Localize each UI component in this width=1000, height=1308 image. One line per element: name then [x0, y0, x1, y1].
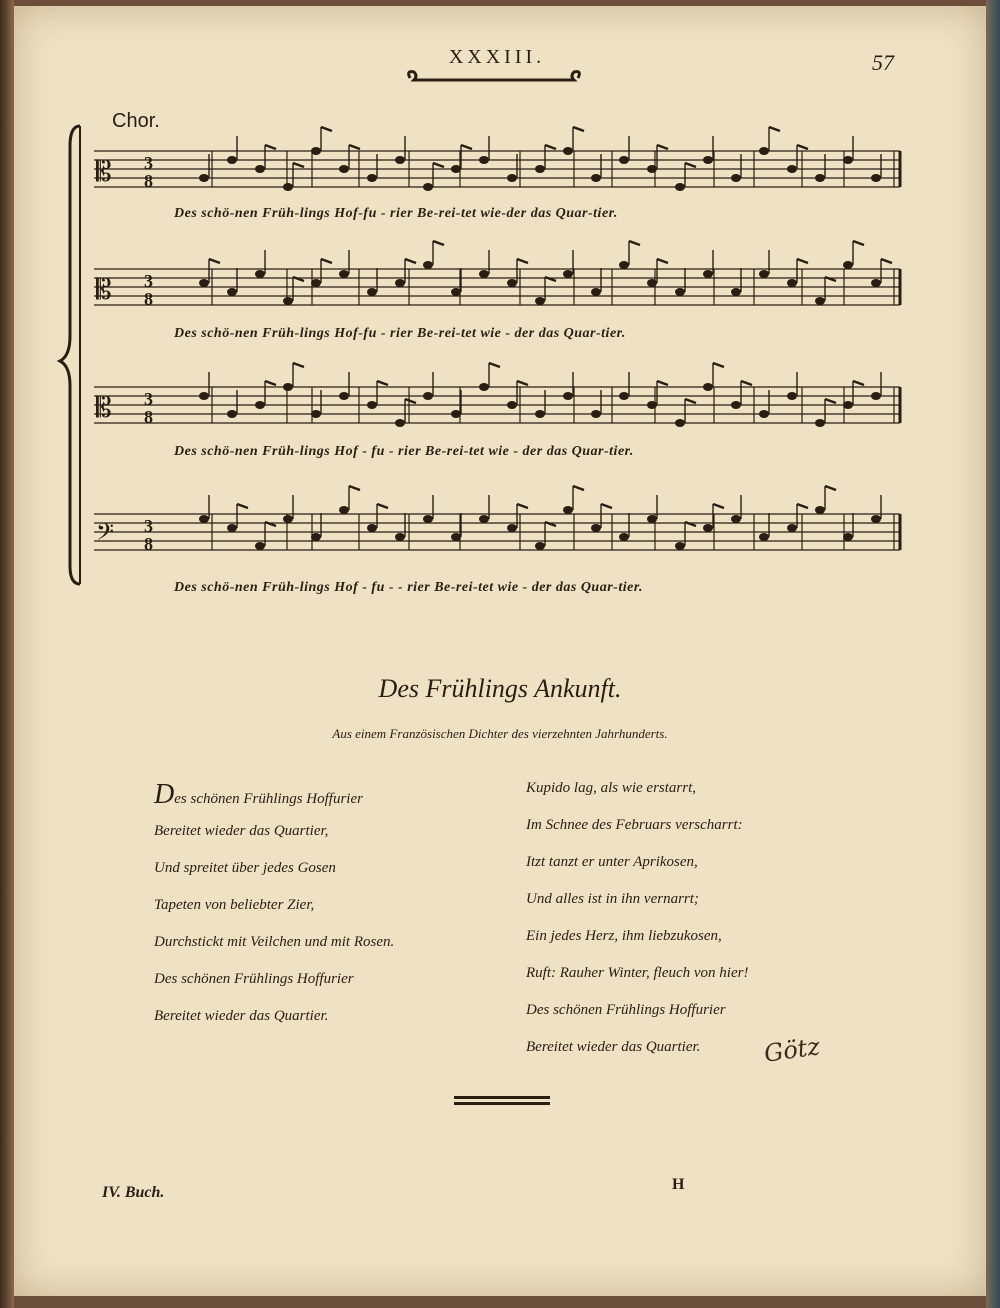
note-head: [283, 515, 293, 523]
note-head: [311, 410, 321, 418]
time-signature-bottom: 8: [144, 534, 153, 554]
poem-line: Kupido lag, als wie erstarrt,: [526, 780, 697, 796]
note-head: [787, 524, 797, 532]
poem-line: Des schönen Frühlings Hoffurier: [154, 779, 363, 810]
note-beam: [321, 259, 332, 263]
note-beam: [321, 127, 332, 131]
lyric-line-2: Des schö-nen Früh-lings Hof-fu - rier Be-rei-tet wie - der das Quar-tier.: [174, 326, 626, 341]
note-beam: [433, 241, 444, 245]
note-beam: [517, 504, 528, 508]
note-head: [871, 279, 881, 287]
note-head: [199, 174, 209, 182]
book-label: IV. Buch.: [102, 1184, 165, 1201]
note-head: [283, 383, 293, 391]
note-head: [367, 288, 377, 296]
note-head: [703, 156, 713, 164]
note-head: [591, 288, 601, 296]
note-head: [199, 392, 209, 400]
time-signature-top: 3: [144, 271, 153, 291]
note-head: [227, 524, 237, 532]
note-head: [759, 410, 769, 418]
poem-line: Des schönen Frühlings Hoffurier: [526, 1002, 726, 1018]
note-head: [535, 410, 545, 418]
note-head: [255, 270, 265, 278]
note-head: [479, 270, 489, 278]
note-head: [367, 174, 377, 182]
poem-title: Des Frühlings Ankunft.: [378, 674, 622, 703]
note-head: [339, 392, 349, 400]
note-head: [731, 401, 741, 409]
note-beam: [265, 145, 276, 149]
note-head: [395, 419, 405, 427]
note-head: [619, 156, 629, 164]
note-head: [199, 279, 209, 287]
note-head: [815, 419, 825, 427]
note-beam: [657, 145, 668, 149]
note-head: [787, 165, 797, 173]
note-head: [815, 174, 825, 182]
note-head: [227, 156, 237, 164]
note-beam: [377, 504, 388, 508]
note-head: [339, 270, 349, 278]
note-head: [311, 533, 321, 541]
note-head: [703, 524, 713, 532]
note-head: [339, 506, 349, 514]
poem-subtitle: Aus einem Französischen Dichter des vierzehnten Jahrhunderts.: [332, 726, 668, 741]
note-head: [367, 401, 377, 409]
note-head: [451, 410, 461, 418]
poem-line: Ein jedes Herz, ihm liebzukosen,: [526, 928, 722, 944]
note-beam: [657, 259, 668, 263]
lyric-line-3: Des schö-nen Früh-lings Hof - fu - rier Be-rei-tet wie - der das Quar-tier.: [174, 444, 634, 459]
note-head: [255, 542, 265, 550]
note-beam: [685, 399, 696, 403]
clef: 𝄡: [96, 391, 112, 424]
poem-line: Des schönen Frühlings Hoffurier: [154, 971, 354, 987]
note-head: [703, 383, 713, 391]
note-beam: [853, 241, 864, 245]
poem-line: Bereitet wieder das Quartier,: [154, 823, 329, 839]
note-head: [731, 515, 741, 523]
note-beam: [769, 127, 780, 131]
time-signature-top: 3: [144, 153, 153, 173]
note-head: [731, 288, 741, 296]
note-beam: [293, 363, 304, 367]
note-head: [647, 401, 657, 409]
time-signature-bottom: 8: [144, 407, 153, 427]
note-head: [787, 392, 797, 400]
note-beam: [573, 127, 584, 131]
note-head: [647, 165, 657, 173]
signature-mark: H: [672, 1176, 685, 1193]
poem-line: Tapeten von beliebter Zier,: [154, 897, 315, 913]
note-beam: [349, 486, 360, 490]
note-head: [675, 288, 685, 296]
note-head: [563, 270, 573, 278]
poem-line: Im Schnee des Februars verscharrt:: [526, 817, 743, 833]
page-number: 57: [872, 50, 894, 75]
note-beam: [265, 381, 276, 385]
note-head: [423, 392, 433, 400]
note-head: [647, 279, 657, 287]
book-page: [14, 6, 986, 1296]
section-number: XXXIII.: [448, 46, 546, 68]
poem-line: Durchstickt mit Veilchen und mit Rosen.: [154, 934, 395, 950]
section-divider: [454, 1096, 550, 1108]
note-beam: [685, 163, 696, 167]
note-beam: [433, 163, 444, 167]
note-head: [535, 165, 545, 173]
author-signature: Götz: [762, 1032, 822, 1068]
note-beam: [209, 259, 220, 263]
note-head: [759, 147, 769, 155]
note-head: [451, 165, 461, 173]
poem-line: Und alles ist in ihn vernarrt;: [526, 891, 699, 907]
poem-line: Ruft: Rauher Winter, fleuch von hier!: [526, 965, 749, 981]
clef: 𝄡: [96, 273, 112, 306]
note-head: [871, 174, 881, 182]
note-beam: [713, 504, 724, 508]
clef: 𝄡: [96, 155, 112, 188]
lyric-line-1: Des schö-nen Früh-lings Hof-fu - rier Be-rei-tet wie-der das Quar-tier.: [174, 206, 618, 221]
note-head: [843, 533, 853, 541]
note-head: [591, 524, 601, 532]
note-head: [563, 392, 573, 400]
note-head: [535, 542, 545, 550]
left-stanza: [154, 776, 394, 1035]
book-edge-right: [986, 0, 1000, 1308]
note-head: [479, 383, 489, 391]
note-beam: [853, 381, 864, 385]
note-head: [703, 270, 713, 278]
note-head: [619, 392, 629, 400]
note-beam: [489, 363, 500, 367]
lyric-line-4: Des schö-nen Früh-lings Hof - fu - - rier Be-rei-tet wie - der das Quar-tier.: [174, 580, 643, 595]
note-head: [507, 524, 517, 532]
right-stanza: [526, 770, 748, 1066]
note-head: [871, 392, 881, 400]
note-beam: [657, 381, 668, 385]
note-head: [871, 515, 881, 523]
note-head: [535, 297, 545, 305]
note-head: [507, 401, 517, 409]
note-head: [451, 288, 461, 296]
poem-line: Bereitet wieder das Quartier.: [526, 1039, 701, 1055]
note-beam: [825, 399, 836, 403]
note-head: [563, 147, 573, 155]
note-head: [591, 410, 601, 418]
note-beam: [573, 486, 584, 490]
note-head: [787, 279, 797, 287]
music-score: [14, 6, 986, 626]
note-head: [255, 165, 265, 173]
note-head: [843, 401, 853, 409]
note-head: [479, 515, 489, 523]
note-beam: [377, 381, 388, 385]
note-head: [619, 533, 629, 541]
note-head: [423, 183, 433, 191]
poem-line: Itzt tanzt er unter Aprikosen,: [526, 854, 698, 870]
time-signature-top: 3: [144, 389, 153, 409]
note-beam: [405, 259, 416, 263]
note-beam: [237, 504, 248, 508]
note-head: [395, 533, 405, 541]
note-beam: [517, 259, 528, 263]
note-head: [227, 410, 237, 418]
note-beam: [797, 504, 808, 508]
note-head: [843, 156, 853, 164]
note-head: [395, 279, 405, 287]
note-beam: [293, 163, 304, 167]
note-head: [759, 270, 769, 278]
time-signature-bottom: 8: [144, 171, 153, 191]
note-beam: [349, 145, 360, 149]
note-head: [283, 183, 293, 191]
note-beam: [517, 381, 528, 385]
note-head: [339, 165, 349, 173]
note-head: [283, 297, 293, 305]
note-head: [311, 147, 321, 155]
note-beam: [881, 259, 892, 263]
note-head: [591, 174, 601, 182]
note-head: [815, 297, 825, 305]
note-beam: [741, 381, 752, 385]
poem-line: Bereitet wieder das Quartier.: [154, 1008, 329, 1024]
note-head: [675, 183, 685, 191]
note-head: [507, 279, 517, 287]
system-brace: [60, 126, 80, 584]
note-head: [227, 288, 237, 296]
book-edge-left: [0, 0, 14, 1308]
note-beam: [629, 241, 640, 245]
note-head: [563, 506, 573, 514]
note-head: [395, 156, 405, 164]
note-head: [843, 261, 853, 269]
note-beam: [405, 399, 416, 403]
note-head: [647, 515, 657, 523]
note-head: [759, 533, 769, 541]
note-beam: [713, 363, 724, 367]
time-signature-bottom: 8: [144, 289, 153, 309]
note-beam: [797, 145, 808, 149]
note-head: [507, 174, 517, 182]
note-head: [675, 542, 685, 550]
note-head: [367, 524, 377, 532]
note-head: [423, 261, 433, 269]
note-beam: [825, 486, 836, 490]
note-head: [423, 515, 433, 523]
note-head: [479, 156, 489, 164]
note-head: [815, 506, 825, 514]
note-head: [451, 533, 461, 541]
note-head: [731, 174, 741, 182]
note-head: [255, 401, 265, 409]
note-beam: [461, 145, 472, 149]
note-head: [675, 419, 685, 427]
note-beam: [797, 259, 808, 263]
chor-label: Chor.: [112, 110, 160, 132]
poem-line: Und spreitet über jedes Gosen: [154, 860, 336, 876]
note-beam: [545, 145, 556, 149]
note-head: [619, 261, 629, 269]
note-head: [199, 515, 209, 523]
clef: 𝄢: [96, 518, 115, 551]
note-head: [311, 279, 321, 287]
time-signature-top: 3: [144, 516, 153, 536]
note-beam: [601, 504, 612, 508]
